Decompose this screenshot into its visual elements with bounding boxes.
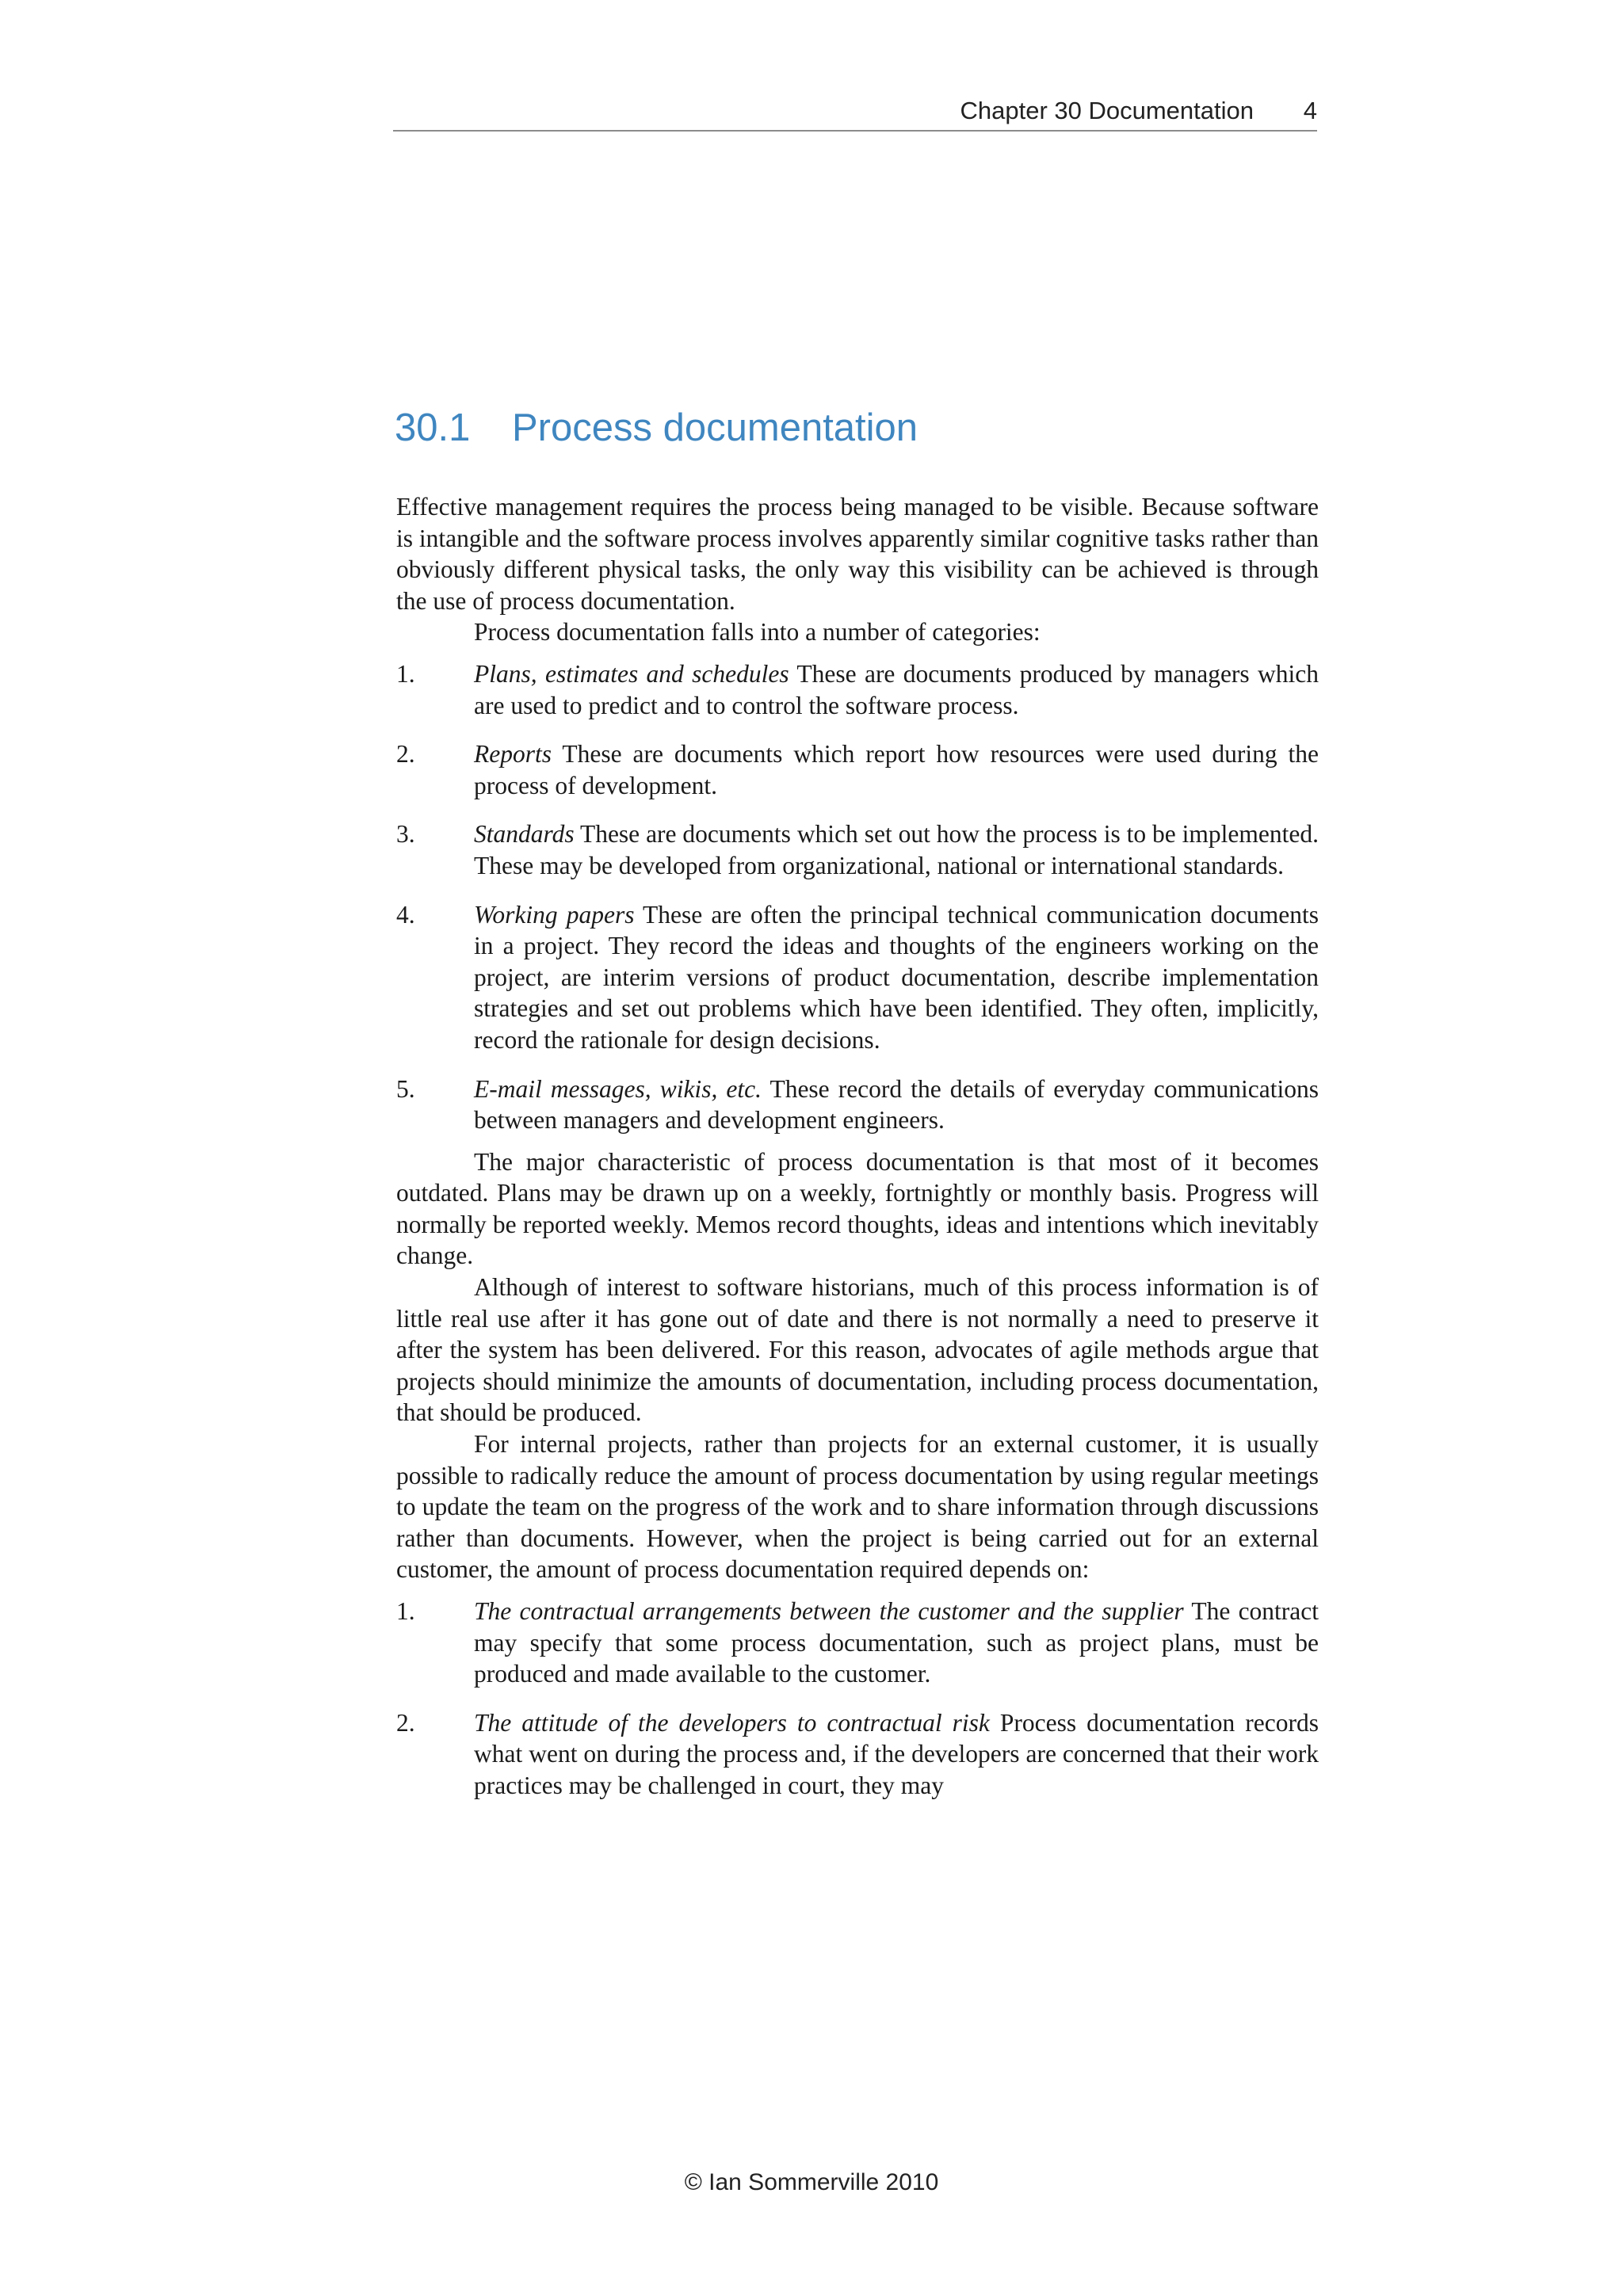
page-footer: © Ian Sommerville 2010 — [684, 2169, 939, 2195]
running-header-chapter: Chapter 30 Documentation — [960, 97, 1254, 124]
list-item — [396, 899, 1319, 1056]
list-item — [396, 738, 1319, 801]
list-text: These record the details of everyday communications between managers and development engineers. — [474, 1074, 1319, 1135]
list-item — [396, 1707, 1319, 1802]
page-number: 4 — [1303, 97, 1317, 124]
body-text — [396, 491, 1319, 1812]
list-text: These are often the principal technical communication documents in a project. They record the ideas and thoughts of the engineers working on the project, are interim versions of product documentation, describe implementation strategies and set out problems which have been identified. They often, implicitly, record the rationale for design decisions. — [474, 900, 1319, 1054]
paragraph: Effective management requires the process being managed to be visible. Because software is intangible and the software process involves apparently similar cognitive tasks rather than obviously different physical tasks, the only way this visibility can be achieved is through the use of process documentation. — [396, 493, 1319, 615]
paragraph: The major characteristic of process documentation is that most of it becomes outdated. Plans may be drawn up on a weekly, fortnightly or monthly basis. Progress will normally be reported weekly. Memos record thoughts, ideas and intentions which inevitably change. — [396, 1147, 1319, 1270]
section-heading — [395, 406, 918, 450]
list-item — [396, 1596, 1319, 1690]
list-term: E-mail messages, wikis, etc. — [474, 1074, 762, 1103]
list-text: These are documents produced by managers which are used to predict and to control the software process. — [474, 659, 1319, 719]
list-term: The contractual arrangements between the customer and the supplier — [474, 1597, 1184, 1625]
list-item — [396, 1074, 1319, 1136]
list-term: Standards — [474, 820, 575, 849]
list-text: The contract may specify that some process documentation, such as project plans, must be produced and made available to the customer. — [474, 1597, 1319, 1688]
paragraph: For internal projects, rather than projects for an external customer, it is usually possible to radically reduce the amount of process documentation by using regular meetings to update the team on the progress of the work and to share information through discussions rather than documents. However, when the project is being carried out for an external customer, the amount of process documentation required depends on: — [396, 1430, 1319, 1584]
list-item — [396, 818, 1319, 881]
list-text: Process documentation records what went on during the process and, if the developers are concerned that their work practices may be challenged in court, they may — [474, 1708, 1319, 1799]
list-number: 1. — [396, 1597, 415, 1625]
list-text: These are documents which report how resources were used during the process of development. — [474, 740, 1319, 799]
list-number: 4. — [396, 900, 415, 929]
list-term: Reports — [474, 740, 552, 769]
list-term: The attitude of the developers to contractual risk — [474, 1708, 990, 1737]
list-term: Working papers — [474, 900, 635, 929]
list-number: 5. — [396, 1074, 415, 1103]
list-text: These are documents which set out how the process is to be implemented. These may be developed from organizational, national or international standards. — [474, 820, 1319, 879]
list-number: 2. — [396, 1708, 415, 1737]
paragraph: Process documentation falls into a number of categories: — [474, 618, 1041, 646]
list-item — [396, 658, 1319, 721]
categories-list — [396, 658, 1319, 1136]
page-header — [393, 93, 1317, 132]
list-number: 1. — [396, 659, 415, 688]
list-number: 2. — [396, 740, 415, 769]
list-term: Plans, estimates and schedules — [474, 659, 789, 688]
dependencies-list — [396, 1596, 1319, 1802]
list-number: 3. — [396, 820, 415, 849]
section-title: Process documentation — [512, 406, 918, 449]
paragraph: Although of interest to software historians, much of this process information is of little real use after it has gone out of date and there is not normally a need to preserve it after the system has been delivered. For this reason, advocates of agile methods argue that projects should minimize the amounts of documentation, including process documentation, that should be produced. — [396, 1273, 1319, 1427]
section-number: 30.1 — [395, 406, 471, 449]
